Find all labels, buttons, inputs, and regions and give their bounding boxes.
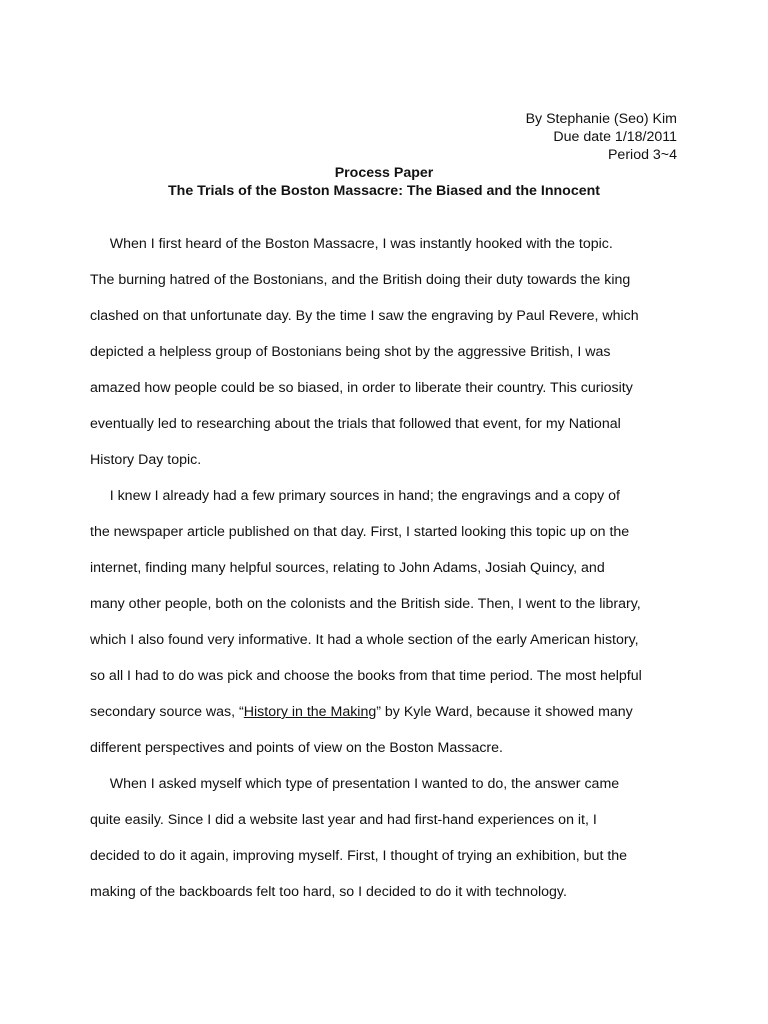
paragraph-2-line-4: many other people, both on the colonists and the British side. Then, I went to the library, [90, 596, 641, 612]
paragraph-1-line-7: History Day topic. [90, 452, 202, 468]
paragraph-3-line-3: decided to do it again, improving myself. First, I thought of trying an exhibition, but the [90, 848, 628, 864]
paragraph-1-line-5: amazed how people could be so biased, in order to liberate their country. This curiosity [90, 380, 633, 396]
period-line: Period 3~4 [607, 147, 677, 163]
body-text [90, 232, 690, 916]
header-info [526, 110, 677, 164]
paragraph-1-line-3: clashed on that unfortunate day. By the time I saw the engraving by Paul Revere, which [90, 308, 639, 324]
author-line: By Stephanie (Seo) Kim [525, 111, 677, 127]
paragraph-1-line-2: The burning hatred of the Bostonians, and the British doing their duty towards the king [90, 272, 631, 288]
paragraph-1-line-1: When I first heard of the Boston Massacre, I was instantly hooked with the topic. [90, 236, 613, 252]
paragraph-2-line-7 [90, 700, 690, 736]
paragraph-2-line-5: which I also found very informative. It had a whole section of the early American history, [90, 632, 639, 648]
paragraph-2-line-8: different perspectives and points of view on the Boston Massacre. [90, 740, 503, 756]
paragraph-3-line-1: When I asked myself which type of presentation I wanted to do, the answer came [90, 776, 620, 792]
paragraph-2-line-6: so all I had to do was pick and choose the books from that time period. The most helpful [90, 668, 642, 684]
source-after-text: ” by Kyle Ward, because it showed many [376, 704, 633, 720]
paragraph-2-line-1: I knew I already had a few primary sources in hand; the engravings and a copy of [90, 488, 620, 504]
title-block [0, 164, 768, 200]
book-title: History in the Making [243, 704, 377, 720]
paragraph-2-line-2: the newspaper article published on that day. First, I started looking this topic up on the [90, 524, 630, 540]
document-title: Process Paper [334, 165, 434, 181]
paragraph-1-line-6: eventually led to researching about the trials that followed that event, for my National [90, 416, 621, 432]
paragraph-3-line-4: making of the backboards felt too hard, so I decided to do it with technology. [90, 884, 567, 900]
paragraph-1-line-4: depicted a helpless group of Bostonians being shot by the aggressive British, I was [90, 344, 611, 360]
paragraph-3-line-2: quite easily. Since I did a website last year and had first-hand experiences on it, I [90, 812, 597, 828]
due-date-line: Due date 1/18/2011 [553, 129, 677, 145]
document-subtitle: The Trials of the Boston Massacre: The Biased and the Innocent [167, 183, 600, 199]
paragraph-2-line-3: internet, finding many helpful sources, relating to John Adams, Josiah Quincy, and [90, 560, 605, 576]
source-intro-text: secondary source was, “ [90, 704, 244, 720]
